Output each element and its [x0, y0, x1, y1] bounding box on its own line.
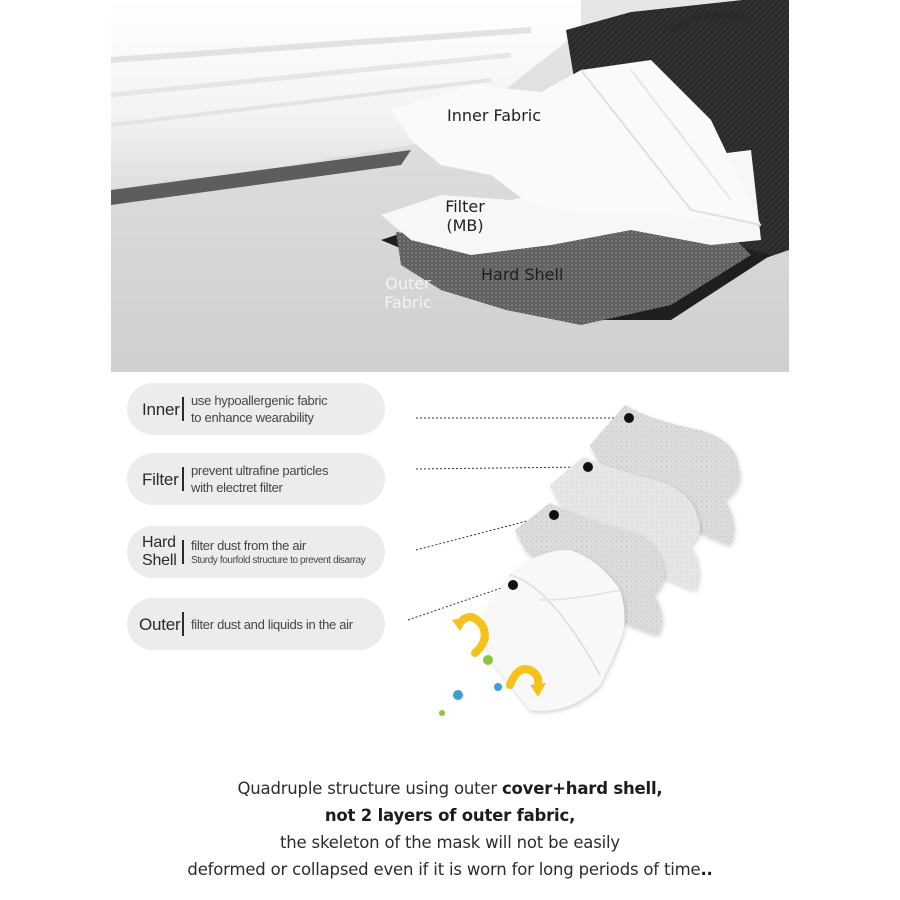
leader-line-filter [416, 467, 583, 469]
particle-icon [483, 655, 493, 665]
outer-fabric-label-line2: Fabric [384, 293, 432, 312]
particle-icon [494, 683, 502, 691]
layer-desc-line1: filter dust and liquids in the air [191, 616, 353, 632]
mask-layers-photo [111, 0, 789, 372]
layer-desc-line2: with electret filter [191, 480, 283, 495]
caption-line1-bold: cover+hard shell, [501, 779, 663, 798]
layer-name-filter: Filter [142, 469, 179, 489]
outer-layer-shape [483, 550, 625, 711]
layer-desc-inner [191, 383, 327, 435]
mask-cross-section-illustration [111, 0, 789, 372]
layer-card-hard-shell [127, 526, 385, 578]
mask-layer-diagram [400, 385, 760, 730]
layer-divider [182, 612, 184, 636]
layer-name-outer: Outer [139, 614, 181, 634]
structure-caption [0, 775, 900, 883]
caption-line1 [0, 775, 900, 802]
layer-desc-line2: Sturdy fourfold structure to prevent disarray [191, 554, 366, 566]
caption-line4-text: deformed or collapsed even if it is worn for long periods of time [187, 860, 701, 879]
layer-name-line2: Shell [142, 552, 177, 569]
particle-icon [453, 690, 463, 700]
inner-fabric-label: Inner Fabric [447, 106, 542, 125]
marker-dot-hard-shell [549, 510, 559, 520]
caption-line2 [0, 802, 900, 829]
layer-divider [182, 397, 184, 421]
layer-divider [182, 467, 184, 491]
layer-desc-line1: prevent ultrafine particles [191, 463, 329, 478]
caption-line4-end: .. [700, 860, 713, 879]
caption-line4 [0, 856, 900, 883]
layer-card-outer [127, 598, 385, 650]
particle-icon [439, 710, 445, 716]
layer-desc-outer [191, 598, 353, 650]
filter-label-line2: (MB) [446, 216, 484, 235]
layer-desc-filter [191, 453, 328, 505]
outer-fabric-label [382, 274, 434, 312]
marker-dot-outer [508, 580, 518, 590]
marker-dot-inner [624, 413, 634, 423]
layer-name-line1: Hard [142, 534, 176, 551]
layer-desc-hard-shell [191, 526, 365, 578]
layer-card-inner [127, 383, 385, 435]
filter-label-line1: Filter [445, 197, 485, 216]
layer-name-inner: Inner [142, 399, 180, 419]
marker-dot-filter [583, 462, 593, 472]
layer-desc-line2: to enhance wearability [191, 410, 314, 425]
layer-name-hard-shell [142, 526, 177, 578]
caption-line2-bold: not 2 layers of outer fabric, [324, 806, 576, 825]
caption-line1-plain: Quadruple structure using outer [237, 779, 502, 798]
layer-divider [182, 540, 184, 564]
hard-shell-label: Hard Shell [481, 265, 564, 284]
layer-desc-line1: use hypoallergenic fabric [191, 393, 328, 408]
layer-desc-line1: filter dust from the air [191, 537, 306, 553]
filter-label [441, 197, 489, 235]
outer-fabric-label-line1: Outer [385, 274, 431, 293]
layer-card-filter [127, 453, 385, 505]
caption-line3: the skeleton of the mask will not be easily [280, 833, 620, 852]
